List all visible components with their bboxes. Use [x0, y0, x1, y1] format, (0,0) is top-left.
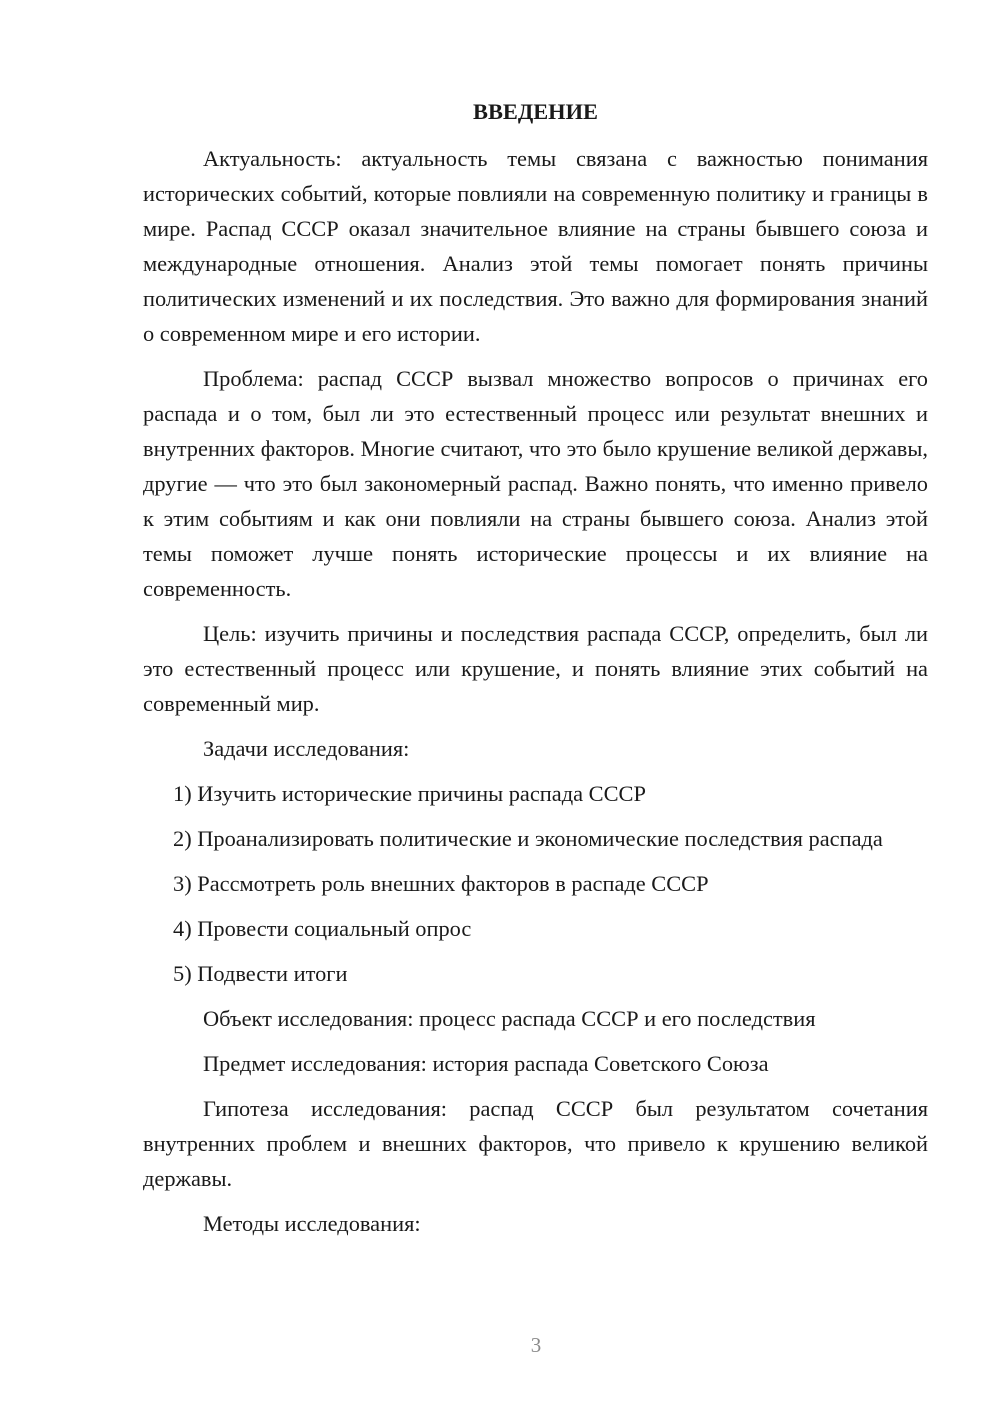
section-title: ВВЕДЕНИЕ — [473, 99, 598, 124]
tasks-heading: Задачи исследования: — [203, 736, 410, 761]
task-item: 5) Подвести итоги — [173, 961, 348, 986]
methods-heading: Методы исследования: — [203, 1211, 421, 1236]
task-item: 4) Провести социальный опрос — [173, 916, 472, 941]
object-paragraph: Объект исследования: процесс распада СССР и его последствия — [203, 1006, 816, 1031]
task-item: 1) Изучить исторические причины распада СССР — [173, 781, 646, 806]
subject-paragraph: Предмет исследования: история распада Советского Союза — [203, 1051, 769, 1076]
problem-paragraph: Проблема: распад СССР вызвал множество вопросов о причинах его распада и о том, был ли это естественный процесс или результат внешних и внутренних факторов. Многие считают, что это было крушение великой державы, другие — что это был закономерный распад. Важно понять, что именно привело к этим событиям и как они повлияли на страны бывшего союза. Анализ этой темы поможет лучше понять исторические процессы и их влияние на современность. — [143, 366, 928, 601]
page-number: 3 — [530, 1333, 542, 1357]
task-item: 3) Рассмотреть роль внешних факторов в распаде СССР — [173, 871, 709, 896]
document-body — [143, 94, 928, 1251]
relevance-paragraph: Актуальность: актуальность темы связана с важностью понимания исторических событий, которые повлияли на современную политику и границы в мире. Распад СССР оказал значительное влияние на страны бывшего союза и международные отношения. Анализ этой темы помогает понять причины политических изменений и их последствия. Это важно для формирования знаний о современном мире и его истории. — [143, 146, 928, 346]
hypothesis-paragraph: Гипотеза исследования: распад СССР был результатом сочетания внутренних проблем и внешних факторов, что привело к крушению великой державы. — [143, 1096, 928, 1191]
goal-paragraph: Цель: изучить причины и последствия распада СССР, определить, был ли это естественный процесс или крушение, и понять влияние этих событий на современный мир. — [143, 621, 928, 716]
task-item: 2) Проанализировать политические и экономические последствия распада — [173, 826, 883, 851]
